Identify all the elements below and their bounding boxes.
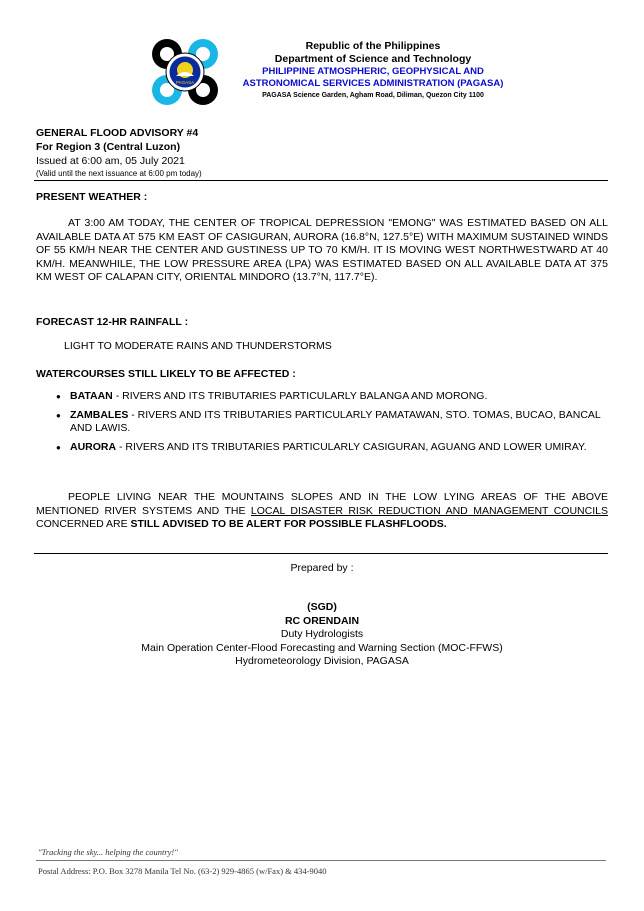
advisory-issued: Issued at 6:00 am, 05 July 2021	[36, 155, 185, 167]
signatory-office: Main Operation Center-Flood Forecasting and Warning Section (MOC-FFWS)	[141, 641, 503, 654]
signature-block	[0, 601, 644, 669]
province-name: AURORA	[70, 440, 117, 453]
divider-bottom	[34, 553, 608, 554]
present-weather-heading: PRESENT WEATHER :	[36, 191, 148, 203]
header-line-4: ASTRONOMICAL SERVICES ADMINISTRATION (PAGASA)	[242, 78, 504, 89]
province-name: ZAMBALES	[70, 408, 129, 421]
list-item	[56, 409, 608, 436]
footer-tagline: "Tracking the sky... helping the country!"	[38, 847, 178, 857]
province-detail: - RIVERS AND ITS TRIBUTARIES PARTICULARLY BALANGA AND MORONG.	[112, 390, 488, 402]
closing-text-2: CONCERNED ARE	[36, 518, 131, 530]
list-item	[56, 441, 608, 455]
closing-advice	[36, 491, 608, 532]
advisory-region: For Region 3 (Central Luzon)	[36, 141, 181, 153]
closing-alert: STILL ADVISED TO BE ALERT FOR POSSIBLE FLASHFLOODS.	[130, 518, 447, 530]
forecast-heading: FORECAST 12-HR RAINFALL :	[36, 316, 189, 328]
watercourses-list	[56, 390, 608, 459]
logo-text: PAGASA	[175, 80, 195, 85]
organization-header	[228, 40, 518, 101]
province-name: BATAAN	[70, 390, 113, 402]
forecast-text: LIGHT TO MODERATE RAINS AND THUNDERSTORMS	[64, 340, 332, 352]
signatory-name: RC ORENDAIN	[284, 614, 360, 627]
watercourses-heading: WATERCOURSES STILL LIKELY TO BE AFFECTED :	[36, 368, 296, 380]
header-line-1: Republic of the Philippines	[305, 40, 441, 52]
divider-top	[34, 180, 608, 181]
header-line-3: PHILIPPINE ATMOSPHERIC, GEOPHYSICAL AND	[262, 66, 484, 77]
closing-councils: LOCAL DISASTER RISK REDUCTION AND MANAGEMENT COUNCILS	[250, 504, 608, 517]
signatory-division: Hydrometeorology Division, PAGASA	[235, 655, 409, 667]
footer-divider	[36, 860, 606, 861]
advisory-info	[36, 126, 436, 179]
province-detail: - RIVERS AND ITS TRIBUTARIES PARTICULARLY PAMATAWAN, STO. TOMAS, BUCAO, BANCAL AND LAWIS.	[70, 408, 601, 434]
signatory-role: Duty Hydrologists	[280, 628, 364, 640]
pagasa-logo-icon	[150, 38, 220, 106]
prepared-by: Prepared by :	[290, 562, 354, 574]
advisory-validity: (Valid until the next issuance at 6:00 pm today)	[36, 169, 202, 178]
province-detail: - RIVERS AND ITS TRIBUTARIES PARTICULARLY CASIGURAN, AGUANG AND LOWER UMIRAY.	[116, 440, 587, 453]
signature-sgd: (SGD)	[307, 601, 337, 613]
footer-postal-address: Postal Address: P.O. Box 3278 Manila Tel No. (63-2) 929-4865 (w/Fax) & 434-9040	[38, 866, 327, 876]
present-weather-text: AT 3:00 AM TODAY, THE CENTER OF TROPICAL DEPRESSION "EMONG" WAS ESTIMATED BASED ON ALL AVAILABLE DATA AT 575 KM EAST OF CASIGURAN, AURORA (16.8°N, 127.5°E) WITH MAXIMUM SUSTAINED WINDS OF 55 KM/H NEAR THE CENTER AND GUSTINESS UP TO 70 KM/H. IT IS MOVING WEST NORTHWESTWARD AT 40 KM/H. MEANWHILE, THE LOW PRESSURE AREA (LPA) WAS ESTIMATED BASED ON ALL AVAILABLE DATA AT 375 KM WEST OF CALAPAN CITY, ORIENTAL MINDORO (13.7°N, 117.7°E).	[36, 217, 608, 283]
advisory-title: GENERAL FLOOD ADVISORY #4	[36, 127, 199, 139]
closing-text-1: PEOPLE LIVING NEAR THE MOUNTAINS SLOPES AND IN THE LOW LYING AREAS OF THE ABOVE MENTIONED RIVER SYSTEMS AND THE	[36, 491, 608, 517]
header-address: PAGASA Science Garden, Agham Road, Diliman, Quezon City 1100	[262, 92, 484, 99]
header-line-2: Department of Science and Technology	[274, 53, 472, 65]
list-item	[56, 390, 608, 404]
